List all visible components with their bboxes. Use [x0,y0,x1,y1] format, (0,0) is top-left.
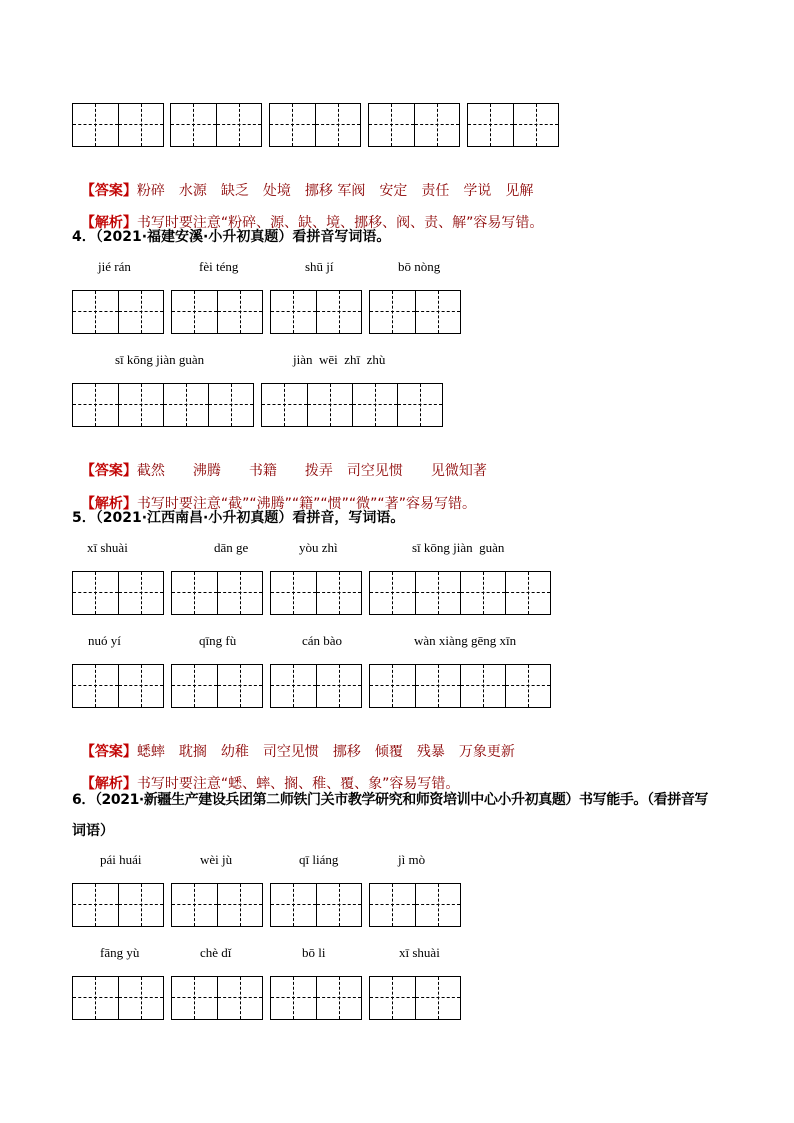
pinyin: wèi jù [200,852,233,867]
pinyin: jiàn wēi zhī zhù [293,352,386,367]
q5-answer: 【答案】蟋蟀 耽搁 幼稚 司空见惯 挪移 倾覆 残暴 万象更新 [80,744,515,760]
pinyin: cán bào [302,633,343,648]
pinyin: dān ge [214,540,249,555]
q5-row1-boxes [72,571,551,615]
char-box-group [270,664,362,708]
char-box-group [72,883,164,927]
char-box-group [170,103,262,147]
pinyin: fāng yù [100,945,140,960]
pinyin: jì mò [398,852,426,867]
char-box-group [72,103,164,147]
char-box-group [72,571,164,615]
pinyin: xī shuài [87,540,128,555]
char-box-group [270,571,362,615]
char-box-group [171,976,263,1020]
q6-title-line1: 6．（2021·新疆生产建设兵团第二师铁门关市教学研究和师资培训中心小升初真题）书写能手。（看拼音写 [72,792,709,808]
q3-analysis: 【解析】书写时要注意“粉碎、源、缺、境、挪移、阀、责、解”容易写错。 [80,215,544,231]
q5-row2-boxes [72,664,551,708]
q3-answer: 【答案】粉碎 水源 缺乏 处境 挪移 军阀 安定 责任 学说 见解 [80,183,534,199]
q4-row2-boxes [72,383,443,427]
q4-row1-boxes [72,290,461,334]
char-box-group [270,290,362,334]
pinyin: xī shuài [399,945,440,960]
pinyin: wàn xiàng gēng xīn [414,633,517,648]
pinyin: chè dǐ [200,945,232,960]
char-box-group [369,571,551,615]
pinyin: bō li [302,945,326,960]
char-box-group [261,383,443,427]
char-box-group [171,571,263,615]
char-box-group [269,103,361,147]
pinyin: fèi téng [199,259,239,274]
pinyin: bō nòng [398,259,441,274]
q5-analysis: 【解析】书写时要注意“蟋、蟀、搁、稚、覆、象”容易写错。 [80,776,460,792]
q4-answer: 【答案】截然 沸腾 书籍 拨弄 司空见惯 见微知著 [80,463,487,479]
q4-title: 4．（2021·福建安溪·小升初真题）看拼音写词语。 [72,229,391,245]
pinyin: jié rán [98,259,131,274]
char-box-group [171,290,263,334]
char-box-group [369,664,551,708]
pinyin: nuó yí [88,633,121,648]
char-box-group [171,664,263,708]
pinyin: pái huái [100,852,142,867]
char-box-group [270,976,362,1020]
char-box-group [368,103,460,147]
char-box-group [72,976,164,1020]
q6-title-line2: 词语） [72,823,114,839]
q3-writing-boxes [72,103,559,147]
pinyin: shū jí [305,259,334,274]
char-box-group [369,290,461,334]
char-box-group [369,883,461,927]
q4-analysis: 【解析】书写时要注意“截”“沸腾”“籍”“惯”“微”“著”容易写错。 [80,496,476,512]
pinyin: qī liáng [299,852,339,867]
char-box-group [171,883,263,927]
pinyin: qīng fù [199,633,237,648]
char-box-group [369,976,461,1020]
q6-row2-boxes [72,976,461,1020]
char-box-group [72,290,164,334]
char-box-group [467,103,559,147]
pinyin: yòu zhì [299,540,338,555]
q5-title: 5．（2021·江西南昌·小升初真题）看拼音，写词语。 [72,510,405,526]
char-box-group [72,383,254,427]
char-box-group [270,883,362,927]
char-box-group [72,664,164,708]
q6-row1-boxes [72,883,461,927]
pinyin: sī kōng jiàn guàn [412,540,505,555]
pinyin: sī kōng jiàn guàn [115,352,205,367]
